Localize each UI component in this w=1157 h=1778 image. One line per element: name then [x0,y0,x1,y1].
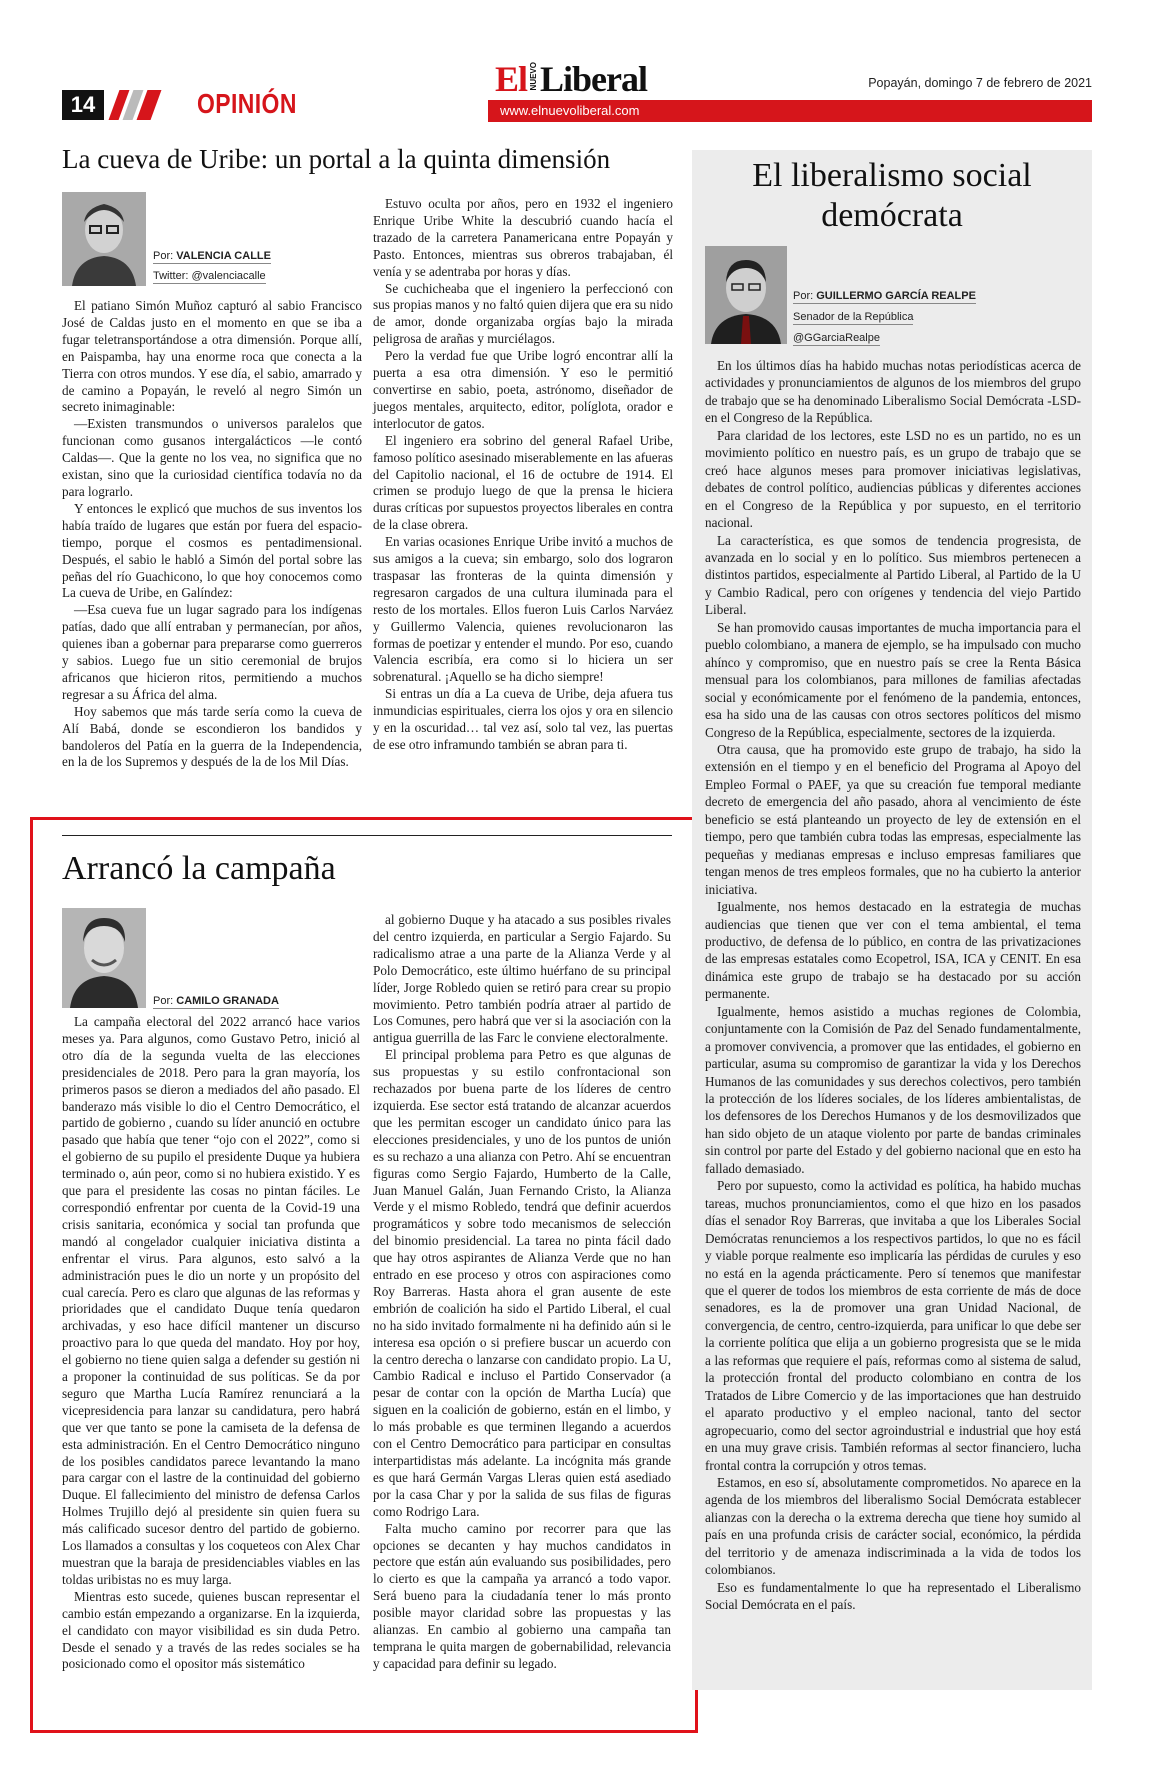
person-portrait-icon [705,246,787,344]
section-title: OPINIÓN [197,88,297,119]
author-name: VALENCIA CALLE [176,250,271,262]
paragraph: La campaña electoral del 2022 arrancó hace varios meses ya. Para algunos, como Gustavo Petro, inició al otro día de la segunda vuelta de las elecciones presidenciales de 2018. Pero para la gran mayoría, los primeros pasos se dieron a mediados del año pasado. El banderazo más visible lo dio el Centro Democrático, el partido de gobierno , cuando su líder anunció en octubre pasado que había que tener “ojo con el 2022”, como si el gobierno de su pupilo el presidente Duque ya hubiera terminado o, aún peor, como si no hubiera existido. Y es que para el presidente las cosas no pintan fáciles. Le correspondió enfrentar por cuenta de la Covid-19 una crisis sanitaria, económica y social tan profunda que mandó al congelador cualquier iniciativa distinta a enfrentar el virus. Para algunos, esto salvó a la administración pues le dio un norte y un propósito del cual carecía. Pero es claro que algunas de las reformas y prioridades que el candidato Duque tenía quedaron archivadas, y eso hace difícil mantener un discurso proactivo para lo que queda del mandato. Hoy por hoy, el gobierno no tiene quien salga a defender su gestión ni a proponer la continuidad de sus políticas. Se da por seguro que Martha Lucía Ramírez renunciará a la vicepresidencia para lanzar su candidatura, pero habrá que ver que tanto se pone la camiseta de la defensa de esta administración. En el Centro Democrático ninguno de los posibles candidatos parece levantando la mano para cargar con el lastre de la continuidad del gobierno Duque. El fallecimiento del ministro de defensa Carlos Holmes Trujillo dejó al presidente sin quien fuera su más calificado sucesor dentro del partido de gobierno. Los llamados a consultas y los coqueteos con Alex Char muestran que la baraja de presidenciables viables en las toldas uribistas no es muy larga. [62,1014,360,1587]
paragraph: La característica, es que somos de tendencia progresista, de avanzada en lo social y en lo político. Sus miembros pertenecen a distintos partidos, especialmente al Partido Liberal, al Partido de la U y Cambio Radical, pero con orígenes y tendencia del viejo Partido Liberal. [705,532,1081,618]
paragraph: Igualmente, nos hemos destacado en la estrategia de muchas audiencias que tienen que ver con el tema ambiental, el tema productivo, de defensa de lo público, en contra de las privatizaciones de las empresas estatales como Ecopetrol, ISA, ICA y CENIT. En esa dinámica este grupo de trabajo se ha destacado por su acción permanente. [705,899,1081,1002]
paragraph: Se cuchicheaba que el ingeniero la perfeccionó con sus propias manos y no faltó quien dijera que era su nido de amor, donde organizaba orgías bajo la mirada peligrosa de arañas y murciélagos. [373,280,673,347]
paragraph: Pero la verdad fue que Uribe logró encontrar allí la puerta a esa otra dimensión. Y eso le permitió convertirse en sabio, poeta, astrónomo, diseñador de juegos mentales, arquitecto, editor, políglota, orador e interlocutor de gatos. [373,348,673,431]
paragraph: Mientras esto sucede, quienes buscan representar el cambio están empezando a organizarse. En la izquierda, el candidato con mayor visibilidad es sin duda Petro. Desde el senado y a través de las redes sociales se ha posicionado como el opositor más sistemático [62,1588,360,1672]
paragraph: Estamos, en eso sí, absolutamente comprometidos. No aparece en la agenda de los miembros del liberalismo Social Demócrata establecer alianzas con la derecha o la extrema derecha que tiene hoy sumido al país en una profunda crisis de carácter social, económico, la pérdida del territorio y de amenaza indiscriminada a la vida de todos los colombianos. [705,1475,1081,1578]
paragraph: El ingeniero era sobrino del general Rafael Uribe, famoso político asesinado miserablemente en las afueras del Capitolio nacional, el 16 de octubre de 1914. El crimen se produjo luego de que la prensa le hiciera duras críticas por supuestos proyectos liberales en contra de la clase obrera. [373,432,673,533]
article2-headline: Arrancó la campaña [62,850,336,887]
article3-byline: Por: GUILLERMO GARCÍA REALPE [793,290,976,302]
article1-column-2 [373,196,673,754]
paragraph: Eso es fundamentalmente lo que ha representado el Liberalismo Social Demócrata en el país. [705,1579,1081,1613]
logo-liberal: Liberal [540,59,648,99]
logo-nuevo: NUEVO [529,62,539,91]
article3-body [705,357,1081,1614]
author-photo [705,246,787,344]
author-name: CAMILO GRANADA [176,995,279,1007]
logo-el: El [495,59,528,99]
article1-byline: Por: VALENCIA CALLE [153,250,271,262]
person-portrait-icon [62,192,146,286]
article1-column-1 [62,298,362,771]
paragraph: En los últimos días ha habido muchas notas periodísticas acerca de actividades y pronunciamientos de algunos de los miembros del grupo de trabajo que se ha denominado Liberalismo Social Demócrata -LSD- en el Congreso de la República. [705,358,1081,426]
paragraph: Si entras un día a La cueva de Uribe, deja afuera tus inmundicias espirituales, cierra los ojos y ora en silencio y en la oscuridad… tal vez así, solo tal vez, las puertas de ese otro inframundo también se abran para ti. [373,686,673,752]
paragraph: Otra causa, que ha promovido este grupo de trabajo, ha sido la extensión en el tiempo y en el beneficio del Programa al Apoyo del Empleo Formal o PAEF, ya que su creación fue temporal mediante decreto de emergencia del año pasado, ahora al vencimiento de éste beneficio se está planteando un proyecto de ley de extensión en el tiempo, pero que también cubra todas las empresas, especialmente las pequeñas y medianas empresas e incluso empresas familiares que tengan menos de tres empleos formales, que no ha cubierto la anterior iniciativa. [705,741,1081,897]
article3-twitter[interactable]: @GGarciaRealpe [793,332,880,344]
paragraph: —Existen transmundos o universos paralelos que funcionan como gusanos intergalácticos —le contó Caldas—. Que la gente no los vea, no significa que no existan, sino que la curiosidad científica todavía no da para lograrlo. [62,416,362,499]
paragraph: Estuvo oculta por años, pero en 1932 el ingeniero Enrique Uribe White la descubrió cuando hacía el trazado de la carretera Panamericana entre Popayán y Pasto. Entonces, mientras sus obreros trabajaban, él venía y se adentraba por horas y días. [373,196,673,279]
author-name: GUILLERMO GARCÍA REALPE [816,290,976,302]
article2-byline: Por: CAMILO GRANADA [153,995,279,1007]
author-photo [62,192,146,286]
article3-role: Senador de la República [793,311,914,323]
paragraph: Falta mucho camino por recorrer para que las opciones se decanten y hay muchos candidatos in pectore que están aún evaluando sus posibilidades, pero lo cierto es que la campaña ya arrancó a todo vapor. Será bueno para la ciudadanía tener lo más pronto posible mayor claridad sobre las propuestas y las alianzas. En cambio al gobierno una campaña tan temprana le quita margen de gobernabilidad, relevancia y capacidad para definir su legado. [373,1520,671,1671]
article2-column-1 [62,1014,360,1673]
dateline: Popayán, domingo 7 de febrero de 2021 [868,76,1092,90]
paragraph: El patiano Simón Muñoz capturó al sabio Francisco José de Caldas justo en el momento en que se iba a fugar teletransportándose a otra dimensión. Porque allí, en Paispamba, hay una enorme roca que conecta a la Tierra con otros mundos. Y ese día, el sabio, amarrado y de camino a Popayán, le reveló al negro Simón un secreto inimaginable: [62,298,362,415]
newspaper-logo[interactable] [495,58,647,98]
paragraph: Igualmente, hemos asistido a muchas regiones de Colombia, conjuntamente con la Comisión de Paz del Senado fundamentalmente, a promover convivencia, a promover que las entidades, el gobierno en particular, asuma su compromiso de garantizar la vida y los Derechos Humanos de las comunidades y sus derechos colectivos, pero también la protección de los líderes sociales, de los líderes ambientalistas, de los defensores de los Derechos Humanos y de los desmovilizados que han sido objeto de un ataque violento por parte de bandas criminales sin control por parte del Estado y del gobierno nacional que en esto ha fallado demasiado. [705,1003,1081,1176]
paragraph: Se han promovido causas importantes de mucha importancia para el pueblo colombiano, a manera de ejemplo, se ha impulsado con mucho ahínco y compromiso, que en nuestro país se cree la Renta Básica mensual para los colombianos, para millones de familias afectadas social y económicamente por el fenómeno de la pandemia, entonces, esa ha sido una de las causas con otros sectores políticos del mismo Congreso de la República, especialmente, sectores de la izquierda. [705,619,1081,740]
paragraph: al gobierno Duque y ha atacado a sus posibles rivales del centro izquierda, en particular a Sergio Fajardo. Su radicalismo atrae a una parte de la Alianza Verde y al Polo Democrático, este último huérfano de su principal líder, Jorge Robledo quien se retiró para crear su propio movimiento. Petro también podría atraer al partido de Los Comunes, pero habrá que ver si la asociación con la antigua guerrilla de las Farc le conviene electoralmente. [373,912,671,1046]
person-portrait-icon [62,908,146,1008]
website-link[interactable]: www.elnuevoliberal.com [500,103,640,118]
author-photo [62,908,146,1008]
paragraph: Para claridad de los lectores, este LSD no es un partido, no es un movimiento político en nuestro país, es un grupo de trabajo que se creó hace algunos meses para promover iniciativas legislativas, debates de control político, audiencias públicas y diferentes acciones en el Congreso de la República y por supuesto, en el territorio nacional. [705,427,1081,531]
page-number: 14 [62,90,104,120]
paragraph: El principal problema para Petro es que algunas de sus propuestas y su estilo confrontacional son rechazados por buena parte de los líderes de centro izquierda. Ese sector está tratando de alcanzar acuerdos que les permitan escoger un candidato único para las elecciones presidenciales, y uno de los puntos de unión es su rechazo a una alianza con Petro. Ahí se encuentran figuras como Sergio Fajardo, Humberto de la Calle, Juan Manuel Galán, Juan Fernando Cristo, la Alianza Verde y el mismo Robledo, tendrá que definir acuerdos programáticos y sobre todo mecanismos de selección del binomio presidencial. La tarea no pinta fácil dado que hay otros aspirantes de Alianza Verde que no han entrado en ese proceso y otros con aspiraciones como Roy Barreras. Hasta ahora el gran ausente de este embrión de coalición ha sido el Partido Liberal, el cual no ha sido invitado formalmente ni ha definido aún si le interesa esa opción o si prefiere buscar un acuerdo con la centro derecha o lanzarse con candidato propio. La U, Cambio Radical e incluso el Partido Conservador (a pesar de contar con la opción de Martha Lucía) que siguen en la coalición de gobierno, están en el limbo, y lo más probable es que terminen llegando a acuerdos con el Centro Democrático para participar en consultas interpartidistas más adelante. La incógnita más grande es que hará Germán Vargas Lleras quien está asediado por la casa Char y por la salida de sus filas de figuras como Rodrigo Lara. [373,1047,671,1519]
article1-headline: La cueva de Uribe: un portal a la quinta dimensión [62,144,611,174]
paragraph: —Esa cueva fue un lugar sagrado para los indígenas patías, dado que allí entraban y permanecían, por años, quienes iban a gobernar para prepararse como guerreros y sabios. Luego fue un sitio ceremonial de brujos africanos que hicieron ritos, permitiendo a muchos regresar a su África del alma. [62,602,362,702]
paragraph: Y entonces le explicó que muchos de sus inventos los había traído de lugares que están por fuera del espacio-tiempo, porque el cosmos es pentadimensional. Después, el sabio le habló a Simón del portal sobre las peñas del río Guachicono, lo que hoy conocemos como La cueva de Uribe, en Galíndez: [62,500,362,601]
paragraph: Hoy sabemos que más tarde sería como la cueva de Alí Babá, donde se escondieron los bandidos y bandoleros del Patía en la guerra de la Independencia, en la de los Supremos y después de la de los Mil Días. [62,703,362,770]
paragraph: Pero por supuesto, como la actividad es política, ha habido muchas tareas, muchos pronunciamientos, como el que hizo en los pasados días el senador Roy Barreras, que invitaba a que los Liberales Social Demócratas renunciemos a los respectivos partidos, lo que no es fácil y viable porque realmente eso implicaría las pérdidas de curules y eso no está en la agenda prácticamente. Pero sí tenemos que manifestar que el querer de todos los miembros de esta corriente de más de doce senadores, es la de promover una gran Unidad Nacional, de convergencia, de centro, centro-izquierda, para unificar lo que debe ser la corriente política que elija a un gobierno progresista que se le mida a las reformas que requiere el país, reformas como al sistema de salud, la protección frontal del producto colombiano en contra de los Tratados de Libre Comercio y de las importaciones que han destruido el aparato productivo y el empleo nacional, tanto del sector agropecuario, como del sector agroindustrial e industrial que hoy está en una muy grave crisis. También reformas al sector financiero, lucha frontal contra la corrupción y otros temas. [705,1178,1081,1473]
article2-column-2 [373,912,671,1673]
divider [62,835,672,836]
paragraph: En varias ocasiones Enrique Uribe invitó a muchos de sus amigos a la cueva; sin embargo, solo dos lograron traspasar las fronteras de la quinta dimensión y regresaron cargados de una cultura iluminada para el resto de los mortales. Ellos fueron Luis Carlos Narváez y Guillermo Valencia, quienes revolucionaron las formas de poetizar y entender el mundo. Por eso, cuando Valencia escribía, era como si lo hiciera un ser sobrenatural. ¡Aquello se ha dicho siempre! [373,534,673,685]
article1-twitter[interactable]: Twitter: @valenciacalle [153,270,266,282]
article3-headline: El liberalismo social demócrata [752,157,1032,234]
